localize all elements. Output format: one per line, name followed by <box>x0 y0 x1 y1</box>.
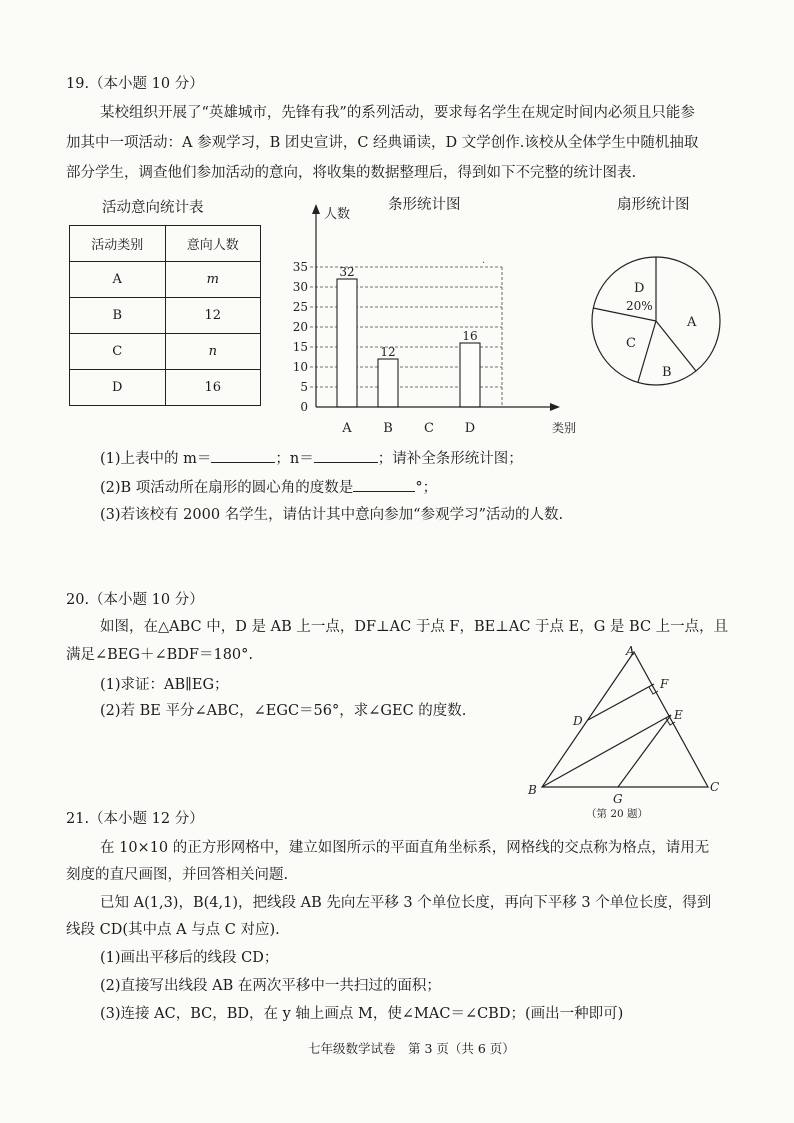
q19-intro-line-3: 部分学生，调查他们参加活动的意向，将收集的数据整理后，得到如下不完整的统计图表. <box>66 165 637 181</box>
page-footer: 七年级数学试卷 第 3 页（共 6 页） <box>308 1041 515 1056</box>
table-header-cell: 意向人数 <box>165 226 261 262</box>
bar-D <box>460 343 480 407</box>
point-label-c: C <box>710 780 720 794</box>
figure-caption: （第 20 题） <box>586 808 649 820</box>
pie-label-a: A <box>687 315 697 330</box>
pie-label-d-percent: 20% <box>626 299 653 313</box>
table-cell: 16 <box>165 370 261 406</box>
point-label-e: E <box>674 708 683 722</box>
y-axis-arrow <box>312 204 320 214</box>
q21-line-6: (2)直接写出线段 AB 在两次平移中一共扫过的面积； <box>100 978 441 994</box>
y-tick-label: 20 <box>292 320 308 334</box>
q19-part-1-text-c: ；请补全条形统计图； <box>377 451 523 467</box>
q20-line-3: (1)求证：AB∥EG； <box>100 677 229 693</box>
bar-chart-bars <box>337 265 480 407</box>
q21-line-1: 在 10×10 的正方形网格中，建立如图所示的平面直角坐标系，网格线的交点称为格点，请用无 <box>100 840 710 856</box>
table-row <box>70 370 261 406</box>
q19-part-1-text-b: ；n＝ <box>275 451 314 467</box>
q19-intro-line-1: 某校组织开展了“英雄城市，先锋有我”的系列活动，要求每名学生在规定时间内必须且只能参 <box>100 105 695 121</box>
q20-line-2: 满足∠BEG＋∠BDF＝180°. <box>66 647 253 663</box>
y-tick-label: 15 <box>292 340 308 354</box>
segment-be <box>542 715 671 787</box>
q19-part-3: (3)若该校有 2000 名学生，请估计其中意向参加“参观学习”活动的人数. <box>100 507 564 523</box>
segment-df <box>588 684 654 720</box>
pie-label-d: D <box>634 281 645 296</box>
q20-heading: 20.（本小题 10 分） <box>66 592 204 608</box>
y-tick-label: 30 <box>292 280 308 294</box>
bar-chart-y-ticks <box>293 260 308 414</box>
bar-data-label: 32 <box>339 265 355 279</box>
q19-heading: 19.（本小题 10 分） <box>66 76 204 92</box>
bar-A <box>337 279 357 407</box>
table-header-row <box>70 226 261 262</box>
x-axis-label: 类别 <box>552 421 577 435</box>
pie-label-b: B <box>662 365 672 380</box>
q21-line-2: 刻度的直尺画图，并回答相关问题. <box>66 867 289 883</box>
q19-part-2-text-b: °； <box>415 480 438 496</box>
q19-part-1 <box>100 447 523 469</box>
point-label-f: F <box>660 677 669 691</box>
table-cell: n <box>165 334 261 370</box>
segment-eg <box>618 715 671 787</box>
q21-line-3: 已知 A(1,3)，B(4,1)，把线段 AB 先向左平移 3 个单位长度，再向下平移 3 个单位长度，得到 <box>100 895 712 911</box>
table-cell: C <box>70 334 166 370</box>
pie-slice-b-c-border <box>638 321 656 382</box>
point-label-d: D <box>573 714 583 728</box>
table-header-cell: 活动类别 <box>70 226 166 262</box>
q19-intro-line-2: 加其中一项活动：A 参观学习，B 团史宣讲，C 经典诵读，D 文学创作.该校从全体学生中随机抽取 <box>66 135 699 151</box>
pie-label-c: C <box>626 336 636 351</box>
table-title: 活动意向统计表 <box>102 200 204 216</box>
stray-mark: · <box>482 258 486 269</box>
table-row <box>70 298 261 334</box>
table-cell: D <box>70 370 166 406</box>
q21-line-5: (1)画出平移后的线段 CD； <box>100 950 279 966</box>
bar-B <box>378 359 398 407</box>
bar-chart-title: 条形统计图 <box>388 197 461 213</box>
x-tick-label: A <box>342 421 352 436</box>
triangle-abc <box>542 652 708 787</box>
activity-table <box>69 225 261 406</box>
table-row <box>70 334 261 370</box>
y-tick-label: 35 <box>292 260 308 274</box>
point-label-g: G <box>613 792 623 806</box>
q21-line-7: (3)连接 AC，BC，BD，在 y 轴上画点 M，使∠MAC＝∠CBD；(画出一种即可) <box>100 1006 624 1022</box>
x-axis-arrow <box>550 403 560 411</box>
answer-blank-n[interactable] <box>314 447 378 463</box>
y-tick-label: 25 <box>292 300 308 314</box>
q21-heading: 21.（本小题 12 分） <box>66 811 204 827</box>
bar-data-label: 12 <box>380 345 396 359</box>
answer-blank-m[interactable] <box>211 447 275 463</box>
triangle-figure <box>520 640 730 820</box>
table-cell: A <box>70 262 166 298</box>
table-cell: m <box>165 262 261 298</box>
q20-line-1: 如图，在△ABC 中，D 是 AB 上一点，DF⊥AC 于点 F，BE⊥AC 于点 E，G 是 BC 上一点，且 <box>100 619 729 635</box>
y-tick-label: 5 <box>300 380 308 394</box>
bar-chart-x-ticks <box>341 421 475 436</box>
q19-part-2 <box>100 476 437 498</box>
bar-chart <box>280 200 610 440</box>
table-cell: 12 <box>165 298 261 334</box>
table-row <box>70 262 261 298</box>
y-tick-label: 0 <box>300 400 308 414</box>
q21-line-4: 线段 CD(其中点 A 与点 C 对应). <box>66 922 280 938</box>
q20-line-4: (2)若 BE 平分∠ABC，∠EGC＝56°，求∠GEC 的度数. <box>100 703 467 719</box>
bar-data-label: 16 <box>462 329 478 343</box>
y-tick-label: 10 <box>292 360 308 374</box>
q19-part-2-text-a: (2)B 项活动所在扇形的圆心角的度数是 <box>100 480 354 496</box>
y-axis-label: 人数 <box>324 207 351 222</box>
point-label-a: A <box>626 644 635 658</box>
table-cell: B <box>70 298 166 334</box>
x-tick-label: B <box>383 421 393 436</box>
pie-chart <box>588 236 732 394</box>
x-tick-label: D <box>464 421 476 436</box>
point-label-b: B <box>528 783 537 797</box>
pie-chart-title: 扇形统计图 <box>617 197 690 213</box>
answer-blank-angle[interactable] <box>353 476 415 492</box>
x-tick-label: C <box>424 421 434 436</box>
q19-part-1-text-a: (1)上表中的 m＝ <box>100 451 212 467</box>
